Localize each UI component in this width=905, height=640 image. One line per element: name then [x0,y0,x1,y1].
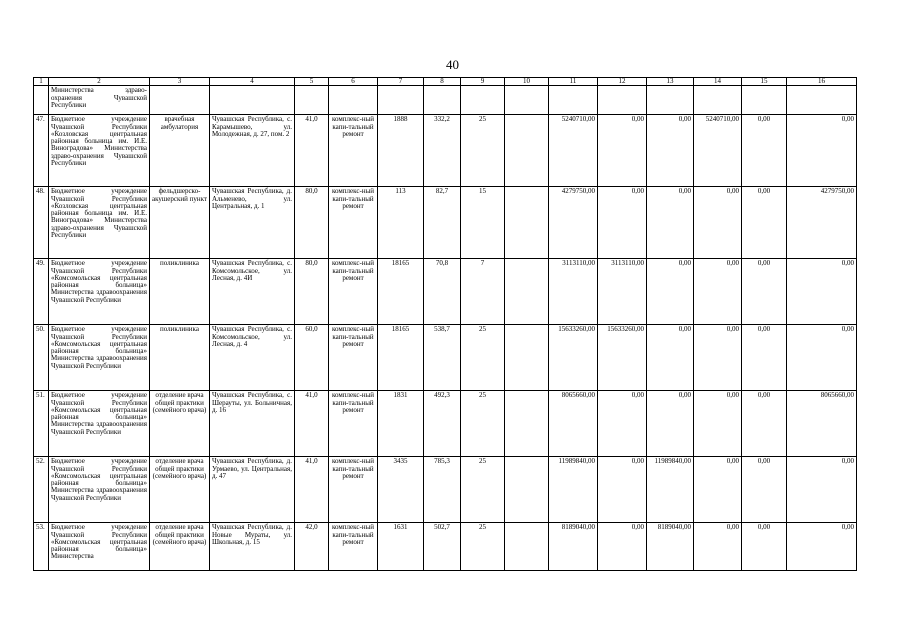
area-value: 82,7 [424,187,461,259]
row-number: 48. [34,187,49,259]
institution-name: Бюджетное учреждение Чувашской Республики «Комсомольская центральная районная больница» Министерства здравоохранения Чувашской Республики [49,325,150,391]
column-12-amount: 0,00 [598,457,647,523]
column-13-amount: 0,00 [647,115,694,187]
column-header: 7 [378,78,424,86]
facility-address: Чувашская Республика, д. Альменево, ул. Центральная, д. 1 [210,187,295,259]
column-header: 6 [329,78,378,86]
column-header: 2 [49,78,150,86]
facility-type: отделение врача общей практики (семейного врача) [150,391,210,457]
wear-percent: 41,0 [295,115,329,187]
column-15-amount: 0,00 [742,115,787,187]
row-number: 47. [34,115,49,187]
column-15-amount: 0,00 [742,457,787,523]
column-7-value: 1631 [378,523,424,571]
facility-type: поликлиника [150,325,210,391]
column-header: 13 [647,78,694,86]
column-header: 15 [742,78,787,86]
row-number: 50. [34,325,49,391]
column-7-value: 18165 [378,325,424,391]
column-9-value: 25 [461,391,505,457]
column-9-value: 15 [461,187,505,259]
column-15-amount: 0,00 [742,187,787,259]
facility-type: отделение врача общей практики (семейного врача) [150,457,210,523]
column-12-amount: 15633260,00 [598,325,647,391]
table-row [34,325,857,391]
row-number: 53. [34,523,49,571]
column-14-amount: 5240710,00 [694,115,742,187]
column-14-amount: 0,00 [694,523,742,571]
row-number: 51. [34,391,49,457]
total-amount: 8065660,00 [549,391,598,457]
work-type: комплекс-ный капи-тальный ремонт [329,187,378,259]
column-16-amount: 0,00 [787,115,857,187]
column-15-amount: 0,00 [742,523,787,571]
total-amount: 11989840,00 [549,457,598,523]
table-row [34,457,857,523]
column-header: 4 [210,78,295,86]
column-header: 9 [461,78,505,86]
area-value: 332,2 [424,115,461,187]
facility-type: отделение врача общей практики (семейного врача) [150,523,210,571]
column-13-amount: 0,00 [647,325,694,391]
row-number: 49. [34,259,49,325]
column-header: 14 [694,78,742,86]
column-13-amount: 0,00 [647,391,694,457]
column-10-value [505,187,549,259]
facility-type: поликлиника [150,259,210,325]
column-16-amount: 8065660,00 [787,391,857,457]
table-row [34,259,857,325]
column-15-amount: 0,00 [742,259,787,325]
column-13-amount: 11989840,00 [647,457,694,523]
column-10-value [505,457,549,523]
column-14-amount: 0,00 [694,325,742,391]
wear-percent: 60,0 [295,325,329,391]
area-value: 502,7 [424,523,461,571]
institution-name: Министерства здраво-охранения Чувашской Республики [49,86,150,115]
table-row [34,391,857,457]
column-9-value: 25 [461,115,505,187]
continued-row [34,86,857,115]
total-amount: 5240710,00 [549,115,598,187]
column-10-value [505,325,549,391]
facility-address: Чувашская Республика, с. Карамышево, ул. Молодежная, д. 27, пом. 2 [210,115,295,187]
column-16-amount: 0,00 [787,523,857,571]
facility-address: Чувашская Республика, с. Комсомольское, ул. Лесная, д. 4И [210,259,295,325]
institution-name: Бюджетное учреждение Чувашской Республики «Комсомольская центральная районная больница» Министерства здравоохранения Чувашской Республики [49,391,150,457]
column-15-amount: 0,00 [742,325,787,391]
column-14-amount: 0,00 [694,391,742,457]
column-12-amount: 0,00 [598,187,647,259]
column-header: 11 [549,78,598,86]
column-16-amount: 0,00 [787,259,857,325]
column-header: 8 [424,78,461,86]
column-9-value: 7 [461,259,505,325]
institution-name: Бюджетное учреждение Чувашской Республики «Комсомольская центральная районная больница» Министерства [49,523,150,571]
area-value: 70,8 [424,259,461,325]
column-14-amount: 0,00 [694,187,742,259]
column-header: 3 [150,78,210,86]
column-header: 16 [787,78,857,86]
institution-name: Бюджетное учреждение Чувашской Республики «Козловская центральная районная больница им. И.Е. Виноградова» Министерства здраво-охранения Чувашской Республики [49,115,150,187]
column-13-amount: 0,00 [647,259,694,325]
wear-percent: 41,0 [295,457,329,523]
wear-percent: 80,0 [295,259,329,325]
column-12-amount: 0,00 [598,391,647,457]
column-12-amount: 0,00 [598,523,647,571]
column-header: 1 [34,78,49,86]
facility-address: Чувашская Республика, с. Комсомольское, ул. Лесная, д. 4 [210,325,295,391]
total-amount: 15633260,00 [549,325,598,391]
work-type: комплекс-ный капи-тальный ремонт [329,259,378,325]
column-number-row [34,78,857,86]
area-value: 538,7 [424,325,461,391]
column-16-amount: 0,00 [787,457,857,523]
table-row [34,523,857,571]
wear-percent: 41,0 [295,391,329,457]
total-amount: 8189040,00 [549,523,598,571]
column-10-value [505,523,549,571]
work-type: комплекс-ный капи-тальный ремонт [329,325,378,391]
table-row [34,187,857,259]
facilities-table [33,77,857,571]
column-7-value: 3435 [378,457,424,523]
column-header: 12 [598,78,647,86]
column-10-value [505,115,549,187]
facility-type: фельдшерско-акушерский пункт [150,187,210,259]
facility-address: Чувашская Республика, д. Новые Мураты, ул. Школьная, д. 15 [210,523,295,571]
column-16-amount: 0,00 [787,325,857,391]
facility-address: Чувашская Республика, с. Шерауты, ул. Больничная, д. 16 [210,391,295,457]
column-12-amount: 3113110,00 [598,259,647,325]
column-7-value: 113 [378,187,424,259]
row-number: 52. [34,457,49,523]
column-14-amount: 0,00 [694,457,742,523]
column-12-amount: 0,00 [598,115,647,187]
column-header: 10 [505,78,549,86]
column-9-value: 25 [461,457,505,523]
column-15-amount: 0,00 [742,391,787,457]
wear-percent: 80,0 [295,187,329,259]
column-7-value: 1888 [378,115,424,187]
institution-name: Бюджетное учреждение Чувашской Республики «Козловская центральная районная больница им. И.Е. Виноградова» Министерства здраво-охранения Чувашской Республики [49,187,150,259]
facility-type: врачебная амбулатория [150,115,210,187]
total-amount: 3113110,00 [549,259,598,325]
institution-name: Бюджетное учреждение Чувашской Республики «Комсомольская центральная районная больница» Министерства здравоохранения Чувашской Республики [49,259,150,325]
work-type: комплекс-ный капи-тальный ремонт [329,115,378,187]
column-10-value [505,391,549,457]
area-value: 492,3 [424,391,461,457]
column-14-amount: 0,00 [694,259,742,325]
work-type: комплекс-ный капи-тальный ремонт [329,523,378,571]
work-type: комплекс-ный капи-тальный ремонт [329,457,378,523]
column-13-amount: 8189040,00 [647,523,694,571]
column-13-amount: 0,00 [647,187,694,259]
column-header: 5 [295,78,329,86]
work-type: комплекс-ный капи-тальный ремонт [329,391,378,457]
institution-name: Бюджетное учреждение Чувашской Республики «Комсомольская центральная районная больница» Министерства здравоохранения Чувашской Республики [49,457,150,523]
column-7-value: 18165 [378,259,424,325]
wear-percent: 42,0 [295,523,329,571]
column-9-value: 25 [461,523,505,571]
column-16-amount: 4279750,00 [787,187,857,259]
facility-address: Чувашская Республика, д. Урмаево, ул. Центральная, д. 47 [210,457,295,523]
area-value: 785,3 [424,457,461,523]
column-9-value: 25 [461,325,505,391]
column-7-value: 1831 [378,391,424,457]
table-row [34,115,857,187]
total-amount: 4279750,00 [549,187,598,259]
page-number: 40 [446,57,459,72]
column-10-value [505,259,549,325]
